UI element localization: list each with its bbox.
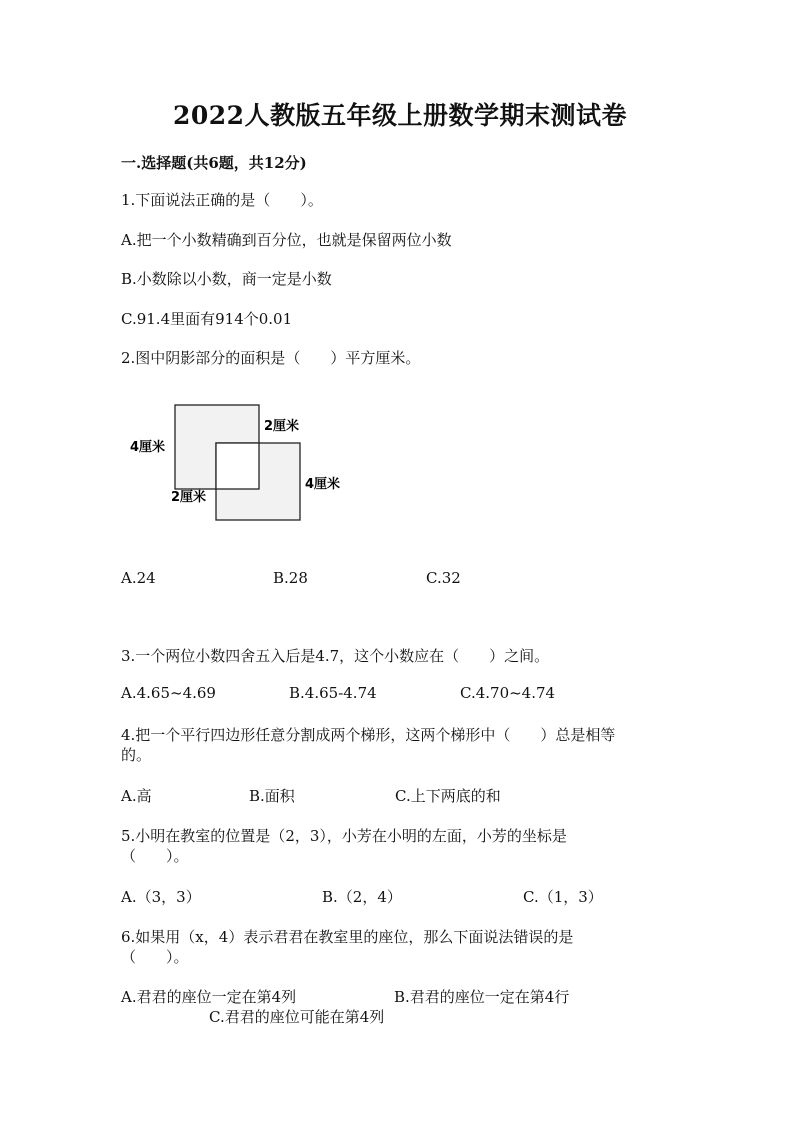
question-3-stem: 3.一个两位小数四舍五入后是4.7，这个小数应在（ ）之间。 <box>121 647 550 665</box>
page-title: 2022人教版五年级上册数学期末测试卷 <box>172 101 628 130</box>
question-6-option-a: A.君君的座位一定在第4列 <box>121 988 297 1006</box>
question-5-option-c: C.（1，3） <box>523 888 603 906</box>
question-5-stem-line-1: 5.小明在教室的位置是（2，3），小芳在小明的左面，小芳的坐标是 <box>121 827 567 845</box>
question-2-stem: 2.图中阴影部分的面积是（ ）平方厘米。 <box>121 349 421 367</box>
question-3-option-b: B.4.65-4.74 <box>289 684 377 702</box>
question-3-option-c: C.4.70~4.74 <box>460 684 556 702</box>
question-4-option-a: A.高 <box>121 787 152 805</box>
question-6-option-c: C.君君的座位可能在第4列 <box>209 1008 385 1026</box>
left-side-label: 4厘米 <box>130 440 166 455</box>
question-4-option-c: C.上下两底的和 <box>395 787 501 805</box>
right-side-label: 4厘米 <box>305 477 341 492</box>
top-right-label: 2厘米 <box>264 419 300 434</box>
overlap-square <box>216 443 259 489</box>
question-6-option-b: B.君君的座位一定在第4行 <box>394 988 570 1006</box>
question-1-option-a: A.把一个小数精确到百分位，也就是保留两位小数 <box>121 231 452 249</box>
question-5-option-b: B.（2，4） <box>322 888 402 906</box>
question-2-option-a: A.24 <box>121 569 156 587</box>
question-2-option-c: C.32 <box>426 569 461 587</box>
question-5-option-a: A.（3，3） <box>121 888 201 906</box>
question-4-stem-line-2: 的。 <box>121 746 152 764</box>
question-4-stem-line-1: 4.把一个平行四边形任意分割成两个梯形，这两个梯形中（ ）总是相等 <box>121 726 616 744</box>
question-1-option-c: C.91.4里面有914个0.01 <box>121 310 293 328</box>
shaded-area-figure <box>120 395 360 530</box>
question-3-option-a: A.4.65~4.69 <box>121 684 216 702</box>
bottom-left-label: 2厘米 <box>171 490 207 505</box>
question-2-option-b: B.28 <box>273 569 308 587</box>
question-5-stem-line-2: （ ）。 <box>121 847 189 865</box>
question-4-option-b: B.面积 <box>249 787 295 805</box>
question-6-stem-line-2: （ ）。 <box>121 948 189 966</box>
section-heading: 一.选择题(共6题，共12分) <box>121 154 307 172</box>
question-1-option-b: B.小数除以小数，商一定是小数 <box>121 270 332 288</box>
question-6-stem-line-1: 6.如果用（x，4）表示君君在教室里的座位，那么下面说法错误的是 <box>121 928 574 946</box>
question-1-stem: 1.下面说法正确的是（ ）。 <box>121 191 323 209</box>
